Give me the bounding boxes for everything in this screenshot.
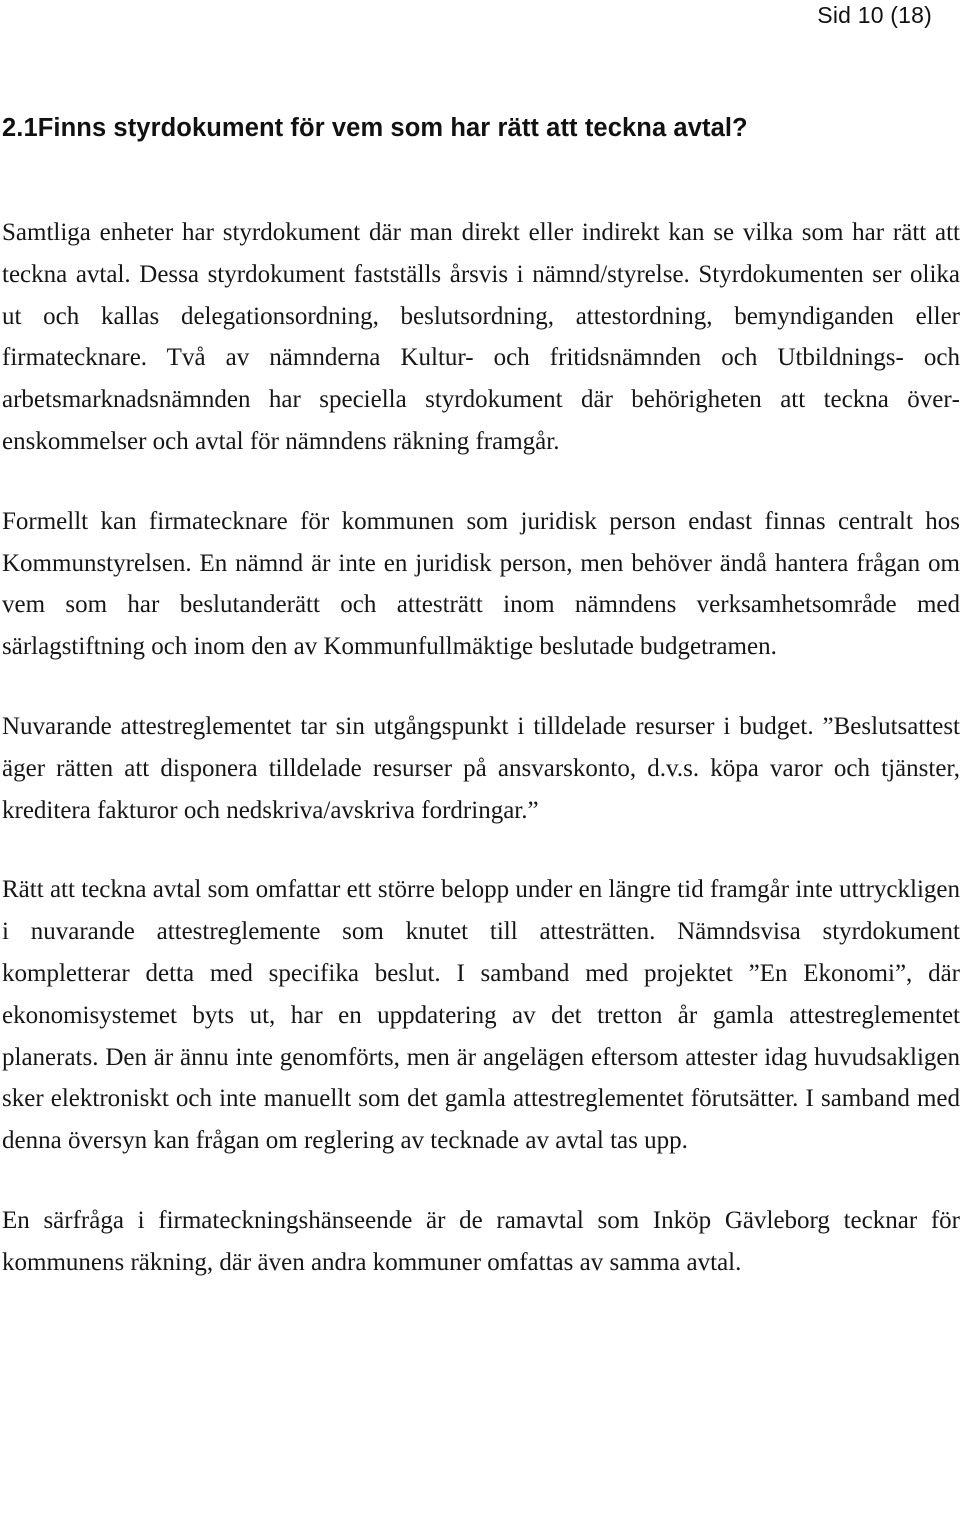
paragraph-1: Samtliga enheter har styrdokument där man direkt eller indirekt kan se vilka som har rätt att teckna avtal. Dessa styrdokument fastställs årsvis i nämnd/styrelse. Styrdokumenten ser olika ut och kallas delegationsordning, beslutsordning, attestordning, bemyndiganden eller firmatecknare. Två av nämnderna Kultur- och fritidsnämnden och Utbildnings- och arbetsmarknadsnämnden har speciella styrdokument där behörigheten att teckna överenskommelser och avtal för nämndens räkning framgår. — [2, 219, 960, 455]
paragraph-3: Nuvarande attestreglementet tar sin utgångspunkt i tilldelade resurser i budget. ”Beslutsattest äger rätten att disponera tilldelade resurser på ansvarskonto, d.v.s. köpa varor och tjänster, kreditera fakturor och nedskriva/avskriva fordringar.” — [2, 712, 960, 824]
paragraph-2: Formellt kan firmatecknare för kommunen som juridisk person endast finnas centralt hos Kommunstyrelsen. En nämnd är inte en juridisk person, men behöver ändå hantera frågan om vem som har beslutanderätt och attesträtt inom nämndens verksamhetsområde med särlagstiftning och inom den av Kommunfullmäktige beslutade budgetramen. — [2, 507, 960, 661]
section-heading: 2.1Finns styrdokument för vem som har rätt att teckna avtal? — [2, 114, 748, 142]
paragraph-4: Rätt att teckna avtal som omfattar ett större belopp under en längre tid framgår inte uttryckligen i nuvarande attestreglemente som knutet till attesträtten. Nämndsvisa styrdokument kompletterar detta med specifika beslut. I samband med projektet ”En Ekonomi”, där ekonomisystemet byts ut, har en uppdatering av det tretton år gamla attestreglementet planerats. Den är ännu inte genomförts, men är angelägen eftersom attester idag huvudsakligen sker elektroniskt och inte manuellt som det gamla attestreglementet förutsätter. I samband med denna översyn kan frågan om reglering av tecknade av avtal tas upp. — [2, 876, 960, 1155]
paragraph-5: En särfråga i firmateckningshänseende är de ramavtal som Inköp Gävleborg tecknar för kommunens räkning, där även andra kommuner omfattas av samma avtal. — [2, 1206, 960, 1276]
document-body — [2, 212, 960, 1284]
page-number: Sid 10 (18) — [817, 2, 932, 28]
